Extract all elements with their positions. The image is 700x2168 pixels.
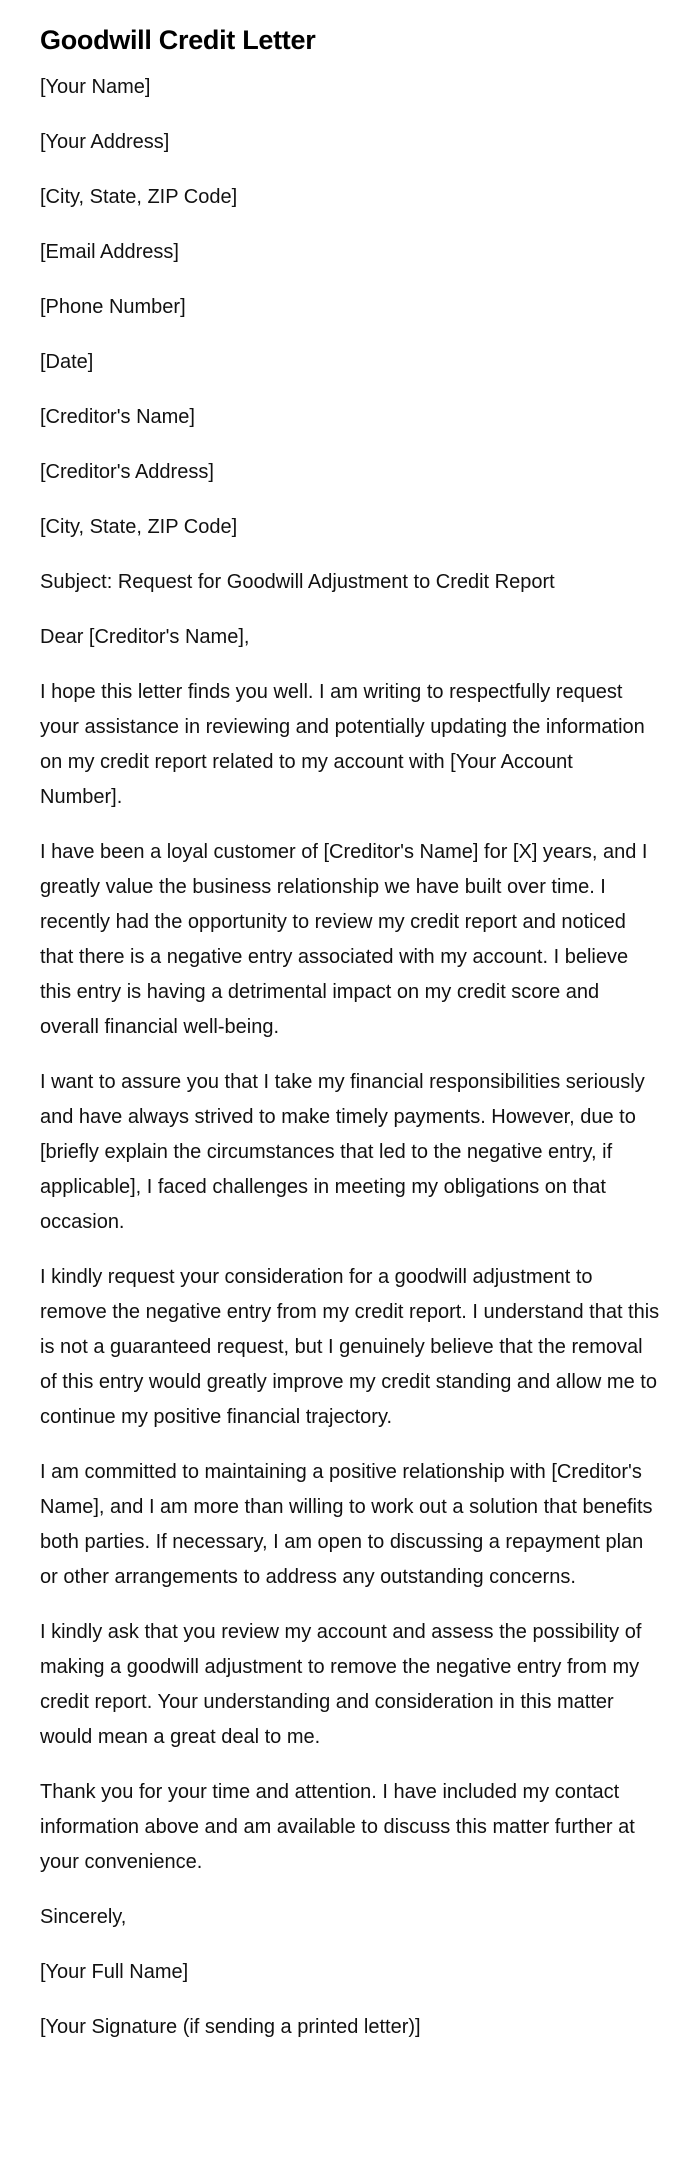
recipient-city-state-zip: [City, State, ZIP Code]: [40, 516, 238, 538]
sender-full-name: [Your Full Name]: [40, 1961, 189, 1983]
document-title: Goodwill Credit Letter: [40, 25, 316, 55]
body-paragraph-4: I kindly request your consideration for a goodwill adjustment to remove the negative entry from my credit report. I understand that this is not a guaranteed request, but I genuinely believe that the removal of this entry would greatly improve my credit standing and allow me to continue my positive financial trajectory.: [40, 1266, 660, 1428]
body-paragraph-2: I have been a loyal customer of [Creditor's Name] for [X] years, and I greatly value the business relationship we have built over time. I recently had the opportunity to review my credit report and noticed that there is a negative entry associated with my account. I believe this entry is having a detrimental impact on my credit score and overall financial well-being.: [40, 841, 648, 1038]
sender-address: [Your Address]: [40, 131, 170, 153]
sender-city-state-zip: [City, State, ZIP Code]: [40, 186, 238, 208]
recipient-name: [Creditor's Name]: [40, 406, 195, 428]
letter-subject: Subject: Request for Goodwill Adjustment to Credit Report: [40, 571, 555, 593]
sender-email: [Email Address]: [40, 241, 179, 263]
sender-phone: [Phone Number]: [40, 296, 186, 318]
signature-line: [Your Signature (if sending a printed letter)]: [40, 2016, 421, 2038]
body-paragraph-3: I want to assure you that I take my financial responsibilities seriously and have always strived to make timely payments. However, due to [briefly explain the circumstances that led to the negative entry, if applicable], I faced challenges in meeting my obligations on that occasion.: [40, 1071, 645, 1233]
body-paragraph-5: I am committed to maintaining a positive relationship with [Creditor's Name], and I am more than willing to work out a solution that benefits both parties. If necessary, I am open to discussing a repayment plan or other arrangements to address any outstanding concerns.: [40, 1461, 653, 1588]
body-paragraph-6: I kindly ask that you review my account and assess the possibility of making a goodwill adjustment to remove the negative entry from my credit report. Your understanding and consideration in this matter would mean a great deal to me.: [40, 1621, 642, 1748]
letter-salutation: Dear [Creditor's Name],: [40, 626, 250, 648]
sender-name: [Your Name]: [40, 76, 151, 98]
letter-date: [Date]: [40, 351, 94, 373]
letter-closing: Sincerely,: [40, 1906, 127, 1928]
recipient-address: [Creditor's Address]: [40, 461, 214, 483]
body-paragraph-1: I hope this letter finds you well. I am writing to respectfully request your assistance in reviewing and potentially updating the information on my credit report related to my account with [Your Account Number].: [40, 681, 645, 808]
body-paragraph-7: Thank you for your time and attention. I have included my contact information above and am available to discuss this matter further at your convenience.: [40, 1781, 635, 1873]
